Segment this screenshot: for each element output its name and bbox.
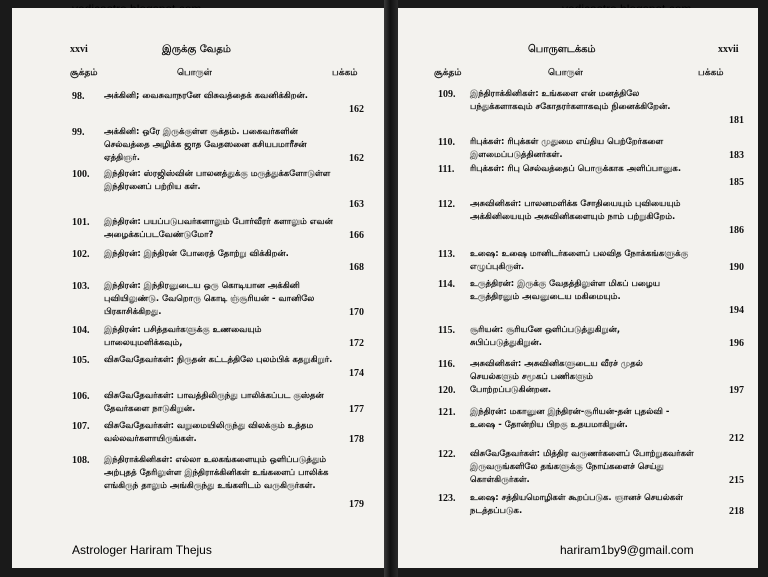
entry-text: ரிபுக்கள்: ரிபு செல்வத்தைப் பொருக்காக அளிப்பானுக. <box>470 164 682 174</box>
entry-number: 114. <box>438 279 455 290</box>
footer-left: Astrologer Hariram Thejus <box>72 543 212 557</box>
entry-page-number: 212 <box>729 433 744 444</box>
entry-text: விசுவேதேவர்கள்: பாவத்திலிருந்து பாலிக்கப்பட குஸ்தன் தேவர்களை நாடுகிறுன். <box>104 391 324 414</box>
right-col-meaning: பொருள் <box>548 68 583 78</box>
entry-text: விசுவேதேவர்கள்: மித்திர வருணர்களைப் போற்றுகவர்கள் இருவருங்களிலே தங்களுக்கு நோய்களைச் செய்து கொள்கிருர்கள். <box>470 449 694 485</box>
entry-text: விசுவேதேவர்கள்: நிருதன் கட்டத்திலே புலம்பிக் கதறுகிறுர். <box>104 355 333 365</box>
entry-number: 110. <box>438 137 455 148</box>
entry-text: உஷை: உஷை மானிடர்களைப் பலவித நோக்கங்களுக்கு எழுப்புகிருள். <box>470 249 689 272</box>
entry-text: இந்திரன்: பசித்தவர்களுக்கு உணவையும் பாலையுமளிக்கவும், <box>104 325 262 348</box>
entry-number: 112. <box>438 199 455 210</box>
entry-number: 107. <box>72 421 90 432</box>
entry-page-number: 190 <box>729 262 744 273</box>
entry-page-number: 186 <box>729 225 744 236</box>
entry-number: 113. <box>438 249 455 260</box>
entry-number: 111. <box>438 164 455 175</box>
left-col-sukta: சூக்தம் <box>70 68 98 78</box>
entry-page-number: 178 <box>349 434 364 445</box>
entry-number: 100. <box>72 169 90 180</box>
left-col-meaning: பொருள் <box>177 68 212 78</box>
entry-number: 115. <box>438 325 455 336</box>
entry-text: அக்கினி; வைசுவாநரனே விசுவத்தைக் கவனிக்கிறன். <box>104 91 309 101</box>
entry-text: அசுவினிகள்: அசுவினிகளுடைய வீரச் முதல் செயல்களும் சமூகப் பணிகளும் <box>470 359 643 382</box>
entry-page-number: 162 <box>349 153 364 164</box>
entry-page-number: 183 <box>729 150 744 161</box>
left-col-page: பக்கம் <box>332 68 358 78</box>
entry-text: ரிபுக்கள்: ரிபுக்கள் முதுமை எய்திய பெற்றேர்களை இளமைப்படுத்தினர்கள். <box>470 137 664 160</box>
entry-number: 108. <box>72 455 90 466</box>
entry-number: 99. <box>72 127 85 138</box>
entry-text: இந்திரன்: மகானுன இந்திரன்-சூரியன்-தன் புதல்வி - உஷை - தோன்றிய பிறகு உதயமாகிறுன். <box>470 407 670 430</box>
entry-text: இந்திரன்: பயப்படுபவர்களாலும் போர்வீரர் களாலும் எவன் அழைக்கப்படவேண்டுமோ? <box>104 217 333 240</box>
entry-number: 104. <box>72 325 90 336</box>
right-col-page: பக்கம் <box>698 68 724 78</box>
entry-text: சூரியன்: சூரியனே ஒளிப்படுத்துகிறுன், சுபிப்படுத்துகிறுன். <box>470 325 621 348</box>
entry-text: இந்திரன்: ஸ்ரஜிஸ்வின் பாலனத்துக்கு மருத்துக்களோடுள்ள இந்திரனைப் பற்றிய கள். <box>104 169 331 192</box>
left-page-title: இருக்கு வேதம் <box>162 44 231 55</box>
entry-page-number: 181 <box>729 115 744 126</box>
entry-text: விசுவேதேவர்கள்: வறுமையிலிருந்து விலக்கும் உத்தம வல்லவர்களாயிருங்கள். <box>104 421 314 444</box>
entry-page-number: 179 <box>349 499 364 510</box>
entry-page-number: 168 <box>349 262 364 273</box>
entry-text: இந்திராக்கினிகள்: உங்களை என் மனத்திலே பந்துக்களாகவும் சகோதரர்களாகவும் நினைக்கிறேன். <box>470 89 671 112</box>
entry-number: 123. <box>438 493 456 504</box>
entry-page-number: 177 <box>349 404 364 415</box>
entry-text: இந்திராக்கினிகள்: எல்லா உலகங்களையும் ஒளிப்படுத்தும் அற்புதத் தேரிலுள்ள இந்திராக்கினிகள் உங்களைப் பாலிக்க எங்கிருந் தாலும் அங்கிருந்து உங்களிடம் வருகிருர்கள். <box>104 455 329 491</box>
right-page <box>398 8 758 568</box>
right-col-sukta: சூக்தம் <box>434 68 462 78</box>
entry-page-number: 215 <box>729 475 744 486</box>
entry-page-number: 218 <box>729 506 744 517</box>
entry-page-number: 166 <box>349 230 364 241</box>
entry-page-number: 163 <box>349 199 364 210</box>
entry-page-number: 172 <box>349 338 364 349</box>
entry-text: அக்கினி: ஒரே இருக்குள்ள சூக்தம். பகைவர்களின் செல்வத்தை அழிக்க ஜாத வேதஸனை கசியபமாரீசன் ஏத்திஞர். <box>104 127 307 163</box>
entry-page-number: 194 <box>729 305 744 316</box>
left-page-number: xxvi <box>70 44 88 55</box>
entry-page-number: 174 <box>349 368 364 379</box>
entry-number: 120. <box>438 385 456 396</box>
entry-text: அசுவினிகள்: பாலனமளிக்க சோதியையும் புவியையும் அக்கினியையும் அசுவினிகளையும் நாம் பற்றுகிறேம். <box>470 199 681 222</box>
book-gutter <box>384 0 398 577</box>
left-page <box>12 8 384 568</box>
entry-number: 116. <box>438 359 455 370</box>
entry-page-number: 197 <box>729 385 744 396</box>
entry-number: 102. <box>72 249 90 260</box>
entry-number: 121. <box>438 407 456 418</box>
right-page-title: பொருளடக்கம் <box>528 44 596 55</box>
entry-text: இந்திரன்: இந்திரனுடைய ஒரு கொடியான அக்கினி புவியிலுண்டு. வேறொரு கொடி ஞ்சூரியன் - வானிலே பிரகாசிக்கிறது. <box>104 281 315 317</box>
entry-number: 101. <box>72 217 90 228</box>
entry-number: 98. <box>72 91 85 102</box>
entry-page-number: 196 <box>729 338 744 349</box>
entry-page-number: 185 <box>729 177 744 188</box>
entry-number: 103. <box>72 281 90 292</box>
entry-page-number: 162 <box>349 104 364 115</box>
entry-number: 109. <box>438 89 456 100</box>
entry-number: 105. <box>72 355 90 366</box>
entry-number: 106. <box>72 391 90 402</box>
footer-right: hariram1by9@gmail.com <box>560 543 694 557</box>
entry-text: உருத்திரன்: இருக்கு வேதத்திலுள்ள மிகப் பழைய உருத்திரனும் அவனுடைய மகிமையும். <box>470 279 660 302</box>
entry-text: உஷை: சத்தியமொழிகள் கூறப்படுக. ஞானச் செயல்கள் நடத்தப்படுக. <box>470 493 683 516</box>
entry-text: போற்றப்படுகின்றன. <box>470 385 552 395</box>
entry-number: 122. <box>438 449 456 460</box>
right-page-number: xxvii <box>718 44 739 55</box>
entry-page-number: 170 <box>349 307 364 318</box>
entry-text: இந்திரன்: இந்திரன் போரைத் தோற்று விக்கிறன். <box>104 249 289 259</box>
